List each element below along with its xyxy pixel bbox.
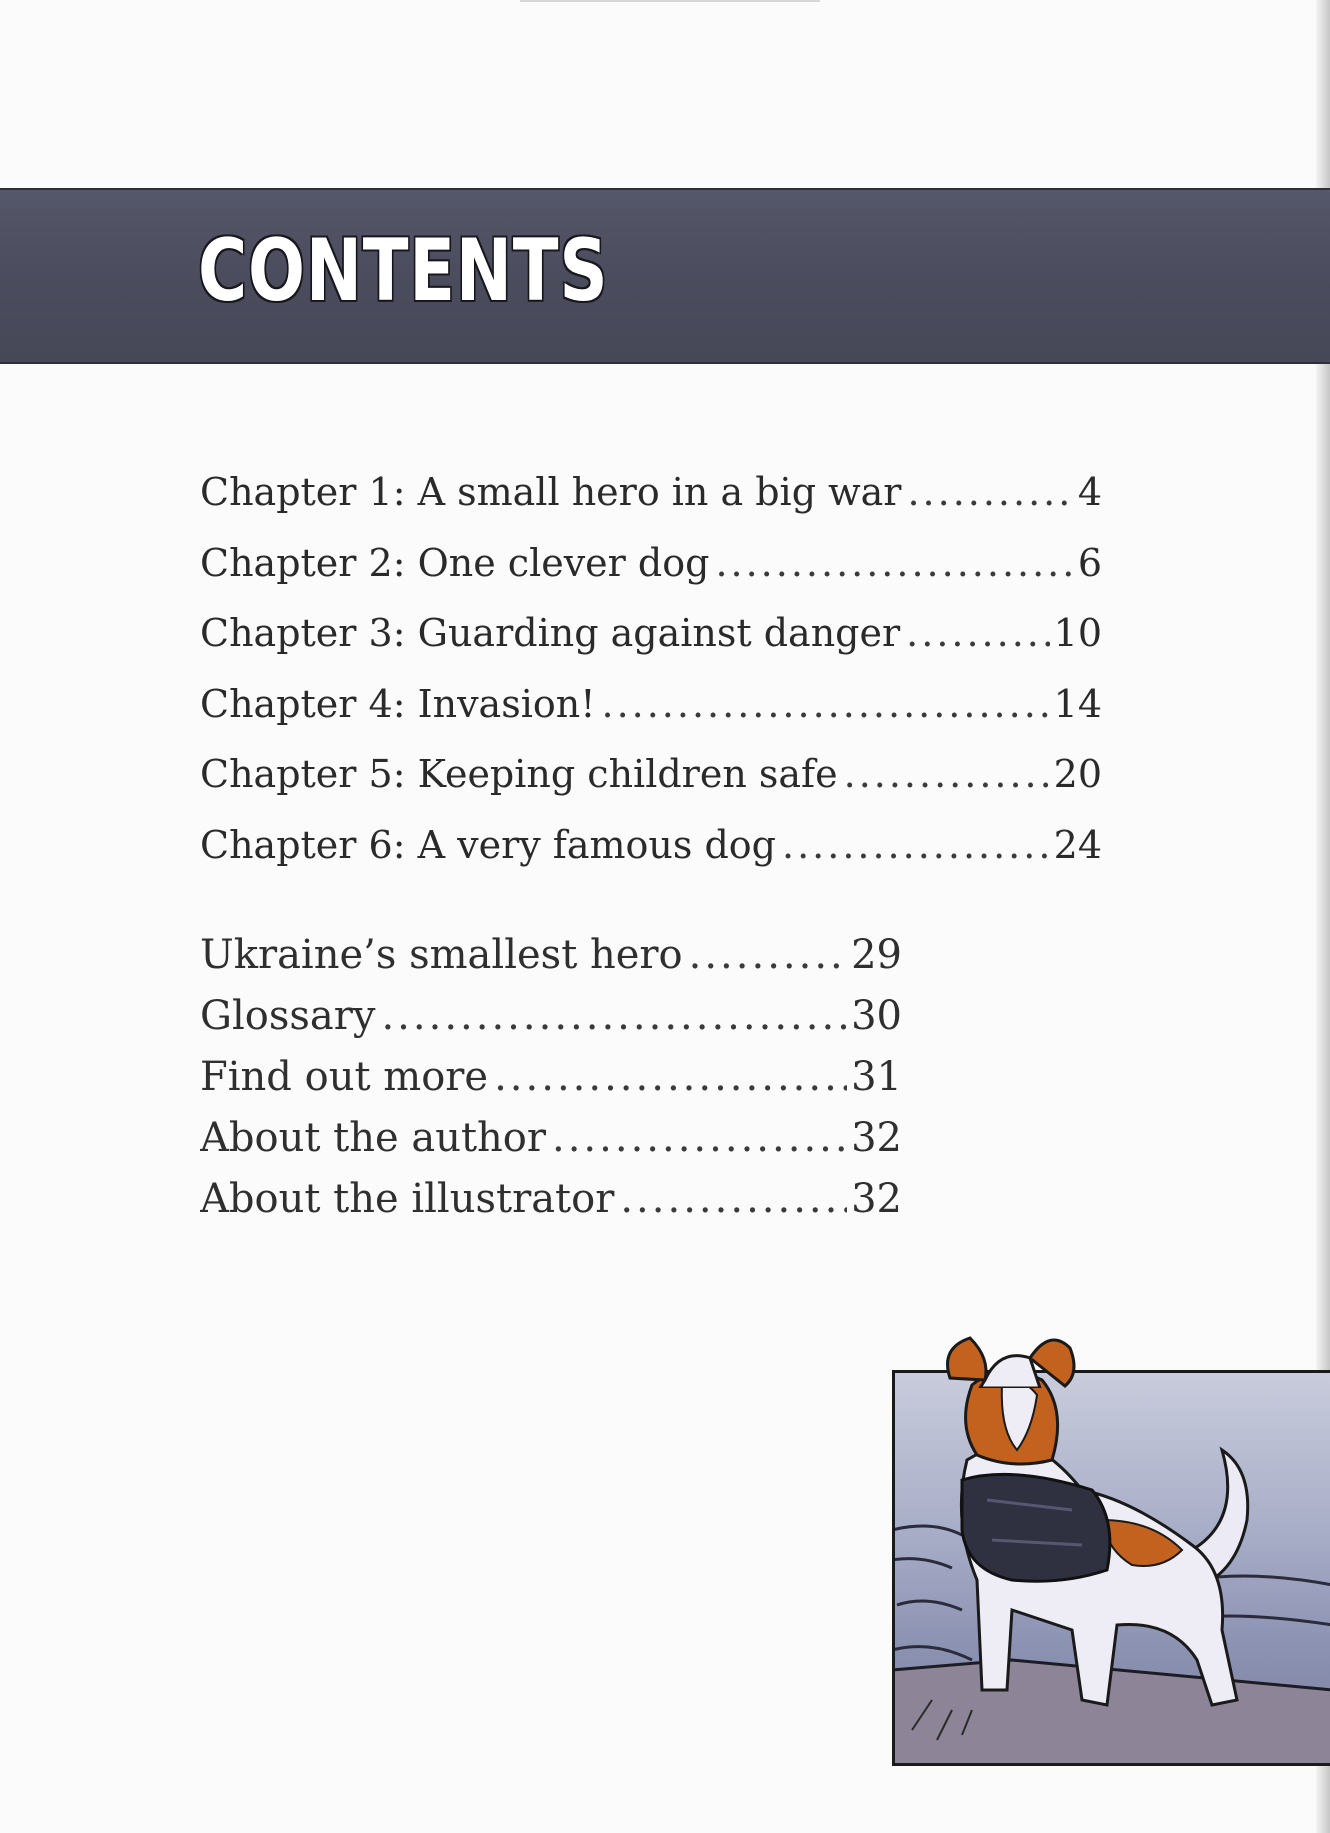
toc-page-number: 14 (1053, 681, 1102, 726)
toc-page-number: 31 (851, 1054, 902, 1100)
toc-entry-chapter-6[interactable] (200, 823, 1102, 894)
toc-entry-smallest-hero[interactable] (200, 932, 902, 993)
toc-entry-chapter-1[interactable] (200, 470, 1102, 541)
toc-label: Chapter 5: Keeping children safe (200, 752, 838, 796)
toc-label: Ukraine’s smallest hero (200, 932, 683, 978)
contents-banner (0, 188, 1330, 364)
dog-head-top (980, 1356, 1040, 1388)
toc-label: About the author (200, 1115, 546, 1161)
toc-label: Chapter 6: A very famous dog (200, 822, 776, 867)
toc-entry-find-out-more[interactable] (200, 1054, 902, 1115)
dot-leader (494, 1054, 847, 1100)
toc-page-number: 32 (851, 1115, 902, 1161)
toc-entry-chapter-4[interactable] (200, 682, 1102, 753)
toc-label: Find out more (200, 1054, 489, 1100)
toc-label: Chapter 4: Invasion! (200, 681, 596, 726)
dog-vest (962, 1474, 1110, 1581)
top-rule (520, 0, 820, 2)
dot-leader (689, 932, 847, 978)
toc-entry-about-author[interactable] (200, 1115, 902, 1176)
toc-entry-glossary[interactable] (200, 993, 902, 1054)
dot-leader (844, 752, 1050, 796)
chapter-list (200, 470, 1102, 893)
toc-entry-chapter-2[interactable] (200, 541, 1102, 612)
page-title: CONTENTS (198, 221, 609, 321)
dot-leader (552, 1115, 847, 1161)
toc-page-number: 20 (1053, 752, 1102, 796)
dot-leader (620, 1176, 847, 1222)
dog-drawing (892, 1370, 1330, 1766)
toc-page-number: 10 (1053, 611, 1102, 655)
toc-label: Chapter 1: A small hero in a big war (200, 470, 902, 514)
dot-leader (782, 823, 1050, 867)
toc-label: Glossary (200, 993, 376, 1039)
toc-page-number: 6 (1077, 540, 1102, 585)
back-matter-list (200, 932, 902, 1237)
toc-entry-chapter-5[interactable] (200, 752, 1102, 823)
dot-leader (906, 611, 1049, 655)
toc-entry-chapter-3[interactable] (200, 611, 1102, 682)
toc-page-number: 30 (851, 993, 902, 1039)
toc-label: Chapter 3: Guarding against danger (200, 611, 901, 655)
toc-page-number: 24 (1053, 822, 1102, 867)
dot-leader (715, 541, 1073, 585)
dog-ear-left (948, 1338, 987, 1380)
dot-leader (381, 993, 847, 1039)
dog-ears (930, 1318, 1110, 1388)
toc-label: About the illustrator (200, 1176, 615, 1222)
toc-label: Chapter 2: One clever dog (200, 540, 710, 585)
dot-leader (907, 470, 1073, 514)
toc-page-number: 32 (851, 1176, 902, 1222)
dog-illustration (892, 1370, 1330, 1766)
toc-entry-about-illustrator[interactable] (200, 1176, 902, 1237)
toc-page-number: 29 (851, 932, 902, 978)
dot-leader (601, 682, 1049, 726)
toc-page-number: 4 (1077, 470, 1102, 514)
